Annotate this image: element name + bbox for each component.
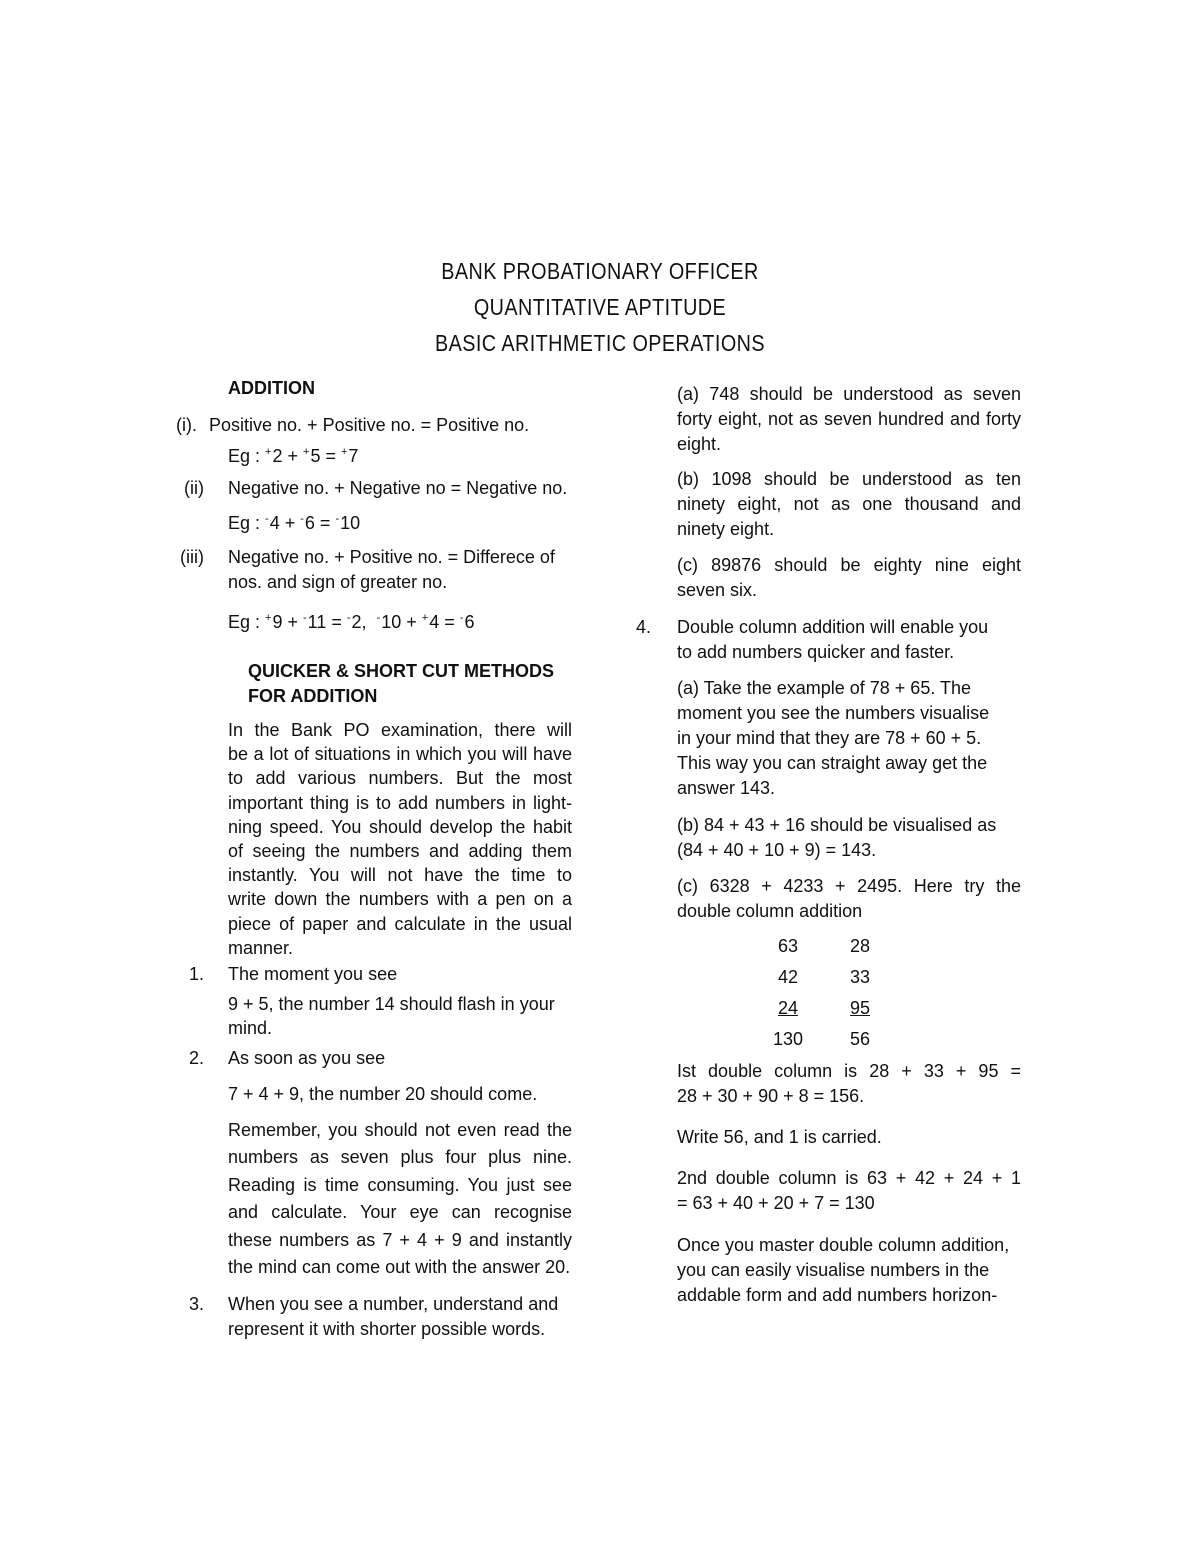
intro-block-line: piece of paper and calculate in the usual (228, 913, 572, 934)
rule3-example: Eg : +9 + -11 = -2, -10 + +4 = -6 (228, 612, 475, 632)
right-second-line: = 63 + 40 + 20 + 7 = 130 (677, 1193, 875, 1213)
table-cell: 42 (777, 967, 799, 987)
right-first-line: 28 + 30 + 90 + 8 = 156. (677, 1086, 865, 1106)
right-once-line: you can easily visualise numbers in the (677, 1260, 990, 1280)
intro-block-line: write down the numbers with a pen on a (228, 889, 572, 910)
intro-block-line: important thing is to add numbers in light- (228, 792, 572, 813)
rule3-line-1: Negative no. + Positive no. = Differece of (228, 547, 555, 567)
right-a-line: (a) 748 should be understood as seven (677, 384, 1021, 404)
right-once-line: addable form and add numbers horizon- (677, 1285, 998, 1305)
table-cell: 24 (777, 998, 799, 1018)
intro-block-line: instantly. You will not have the time to (228, 865, 572, 886)
header-line-1: BANK PROBATIONARY OFFICER (441, 258, 759, 284)
remember-block-line: numbers as seven plus four plus nine. (228, 1147, 572, 1168)
right-exc-line: double column addition (677, 901, 863, 921)
right-second-line: 2nd double column is 63 + 42 + 24 + 1 (677, 1168, 1021, 1188)
rule1-marker: (i). (176, 415, 197, 435)
right-4-line: Double column addition will enable you (677, 617, 989, 637)
right-a-line: forty eight, not as seven hundred and forty (677, 409, 1021, 429)
remember-block-line: the mind can come out with the answer 20. (228, 1257, 571, 1277)
rule2-text: Negative no. + Negative no = Negative no. (228, 478, 568, 498)
item1-line-1: The moment you see (228, 964, 398, 984)
quicker-heading-line-2: FOR ADDITION (248, 686, 378, 706)
addition-heading: ADDITION (228, 378, 315, 398)
table-cell: 95 (849, 998, 871, 1018)
rule3-marker: (iii) (180, 547, 204, 567)
right-exa-line: This way you can straight away get the (677, 753, 988, 773)
right-b-line: ninety eight, not as one thousand and (677, 494, 1021, 514)
right-exa-line: moment you see the numbers visualise (677, 703, 990, 723)
right-exc-line: (c) 6328 + 4233 + 2495. Here try the (677, 876, 1021, 896)
item1-line-3: mind. (228, 1018, 273, 1038)
table-cell: 130 (772, 1029, 804, 1049)
intro-block-line: In the Bank PO examination, there will (228, 720, 572, 740)
page-header (0, 253, 1200, 361)
item3-marker: 3. (189, 1294, 205, 1314)
remember-block-line: these numbers as 7 + 4 + 9 and instantly (228, 1229, 572, 1250)
table-cell: 63 (777, 936, 799, 956)
rule1-text: Positive no. + Positive no. = Positive no. (209, 415, 530, 435)
rule2-marker: (ii) (184, 478, 204, 498)
item3-line-2: represent it with shorter possible words. (228, 1319, 546, 1339)
write-line: Write 56, and 1 is carried. (677, 1127, 882, 1147)
item4-marker: 4. (636, 617, 652, 637)
right-c-line: (c) 89876 should be eighty nine eight (677, 555, 1021, 575)
right-c-line: seven six. (677, 580, 758, 600)
right-b-line: ninety eight. (677, 519, 775, 539)
right-4-line: to add numbers quicker and faster. (677, 642, 955, 662)
item1-marker: 1. (189, 964, 205, 984)
remember-block-line: and calculate. Your eye can recognise (228, 1202, 572, 1223)
right-exa-line: in your mind that they are 78 + 60 + 5. (677, 728, 982, 748)
rule1-example: Eg : +2 + +5 = +7 (228, 446, 359, 466)
intro-block-line: be a lot of situations in which you will have (228, 744, 572, 765)
right-exa-line: answer 143. (677, 778, 776, 798)
quicker-heading-line-1: QUICKER & SHORT CUT METHODS (248, 661, 554, 681)
rule2-example: Eg : -4 + -6 = -10 (228, 513, 361, 533)
header-line-2: QUANTITATIVE APTITUDE (473, 294, 727, 320)
intro-block-line: ning speed. You should develop the habit (228, 816, 572, 837)
remember-block-line: Remember, you should not even read the (228, 1120, 572, 1140)
intro-block-line: manner. (228, 937, 294, 958)
right-a-line: eight. (677, 434, 722, 454)
item2-line-2: 7 + 4 + 9, the number 20 should come. (228, 1084, 538, 1104)
table-cell: 56 (849, 1029, 871, 1049)
table-cell: 28 (849, 936, 871, 956)
item3-line-1: When you see a number, understand and (228, 1294, 559, 1314)
item2-line-1: As soon as you see (228, 1048, 386, 1068)
intro-block-line: to add various numbers. But the most (228, 768, 572, 789)
item1-line-2: 9 + 5, the number 14 should flash in your (228, 994, 555, 1014)
table-cell: 33 (849, 967, 871, 987)
right-once-line: Once you master double column addition, (677, 1235, 1010, 1255)
item2-marker: 2. (189, 1048, 205, 1068)
header-line-3: BASIC ARITHMETIC OPERATIONS (435, 330, 765, 356)
right-exb-line: (b) 84 + 43 + 16 should be visualised as (677, 815, 997, 835)
right-exb-line: (84 + 40 + 10 + 9) = 143. (677, 840, 877, 860)
remember-block-line: Reading is time consuming. You just see (228, 1174, 572, 1195)
right-exa-line: (a) Take the example of 78 + 65. The (677, 678, 972, 698)
rule3-line-2: nos. and sign of greater no. (228, 572, 448, 592)
right-first-line: Ist double column is 28 + 33 + 95 = (677, 1061, 1021, 1081)
right-b-line: (b) 1098 should be understood as ten (677, 469, 1021, 489)
intro-block-line: of seeing the numbers and adding them (228, 841, 572, 861)
